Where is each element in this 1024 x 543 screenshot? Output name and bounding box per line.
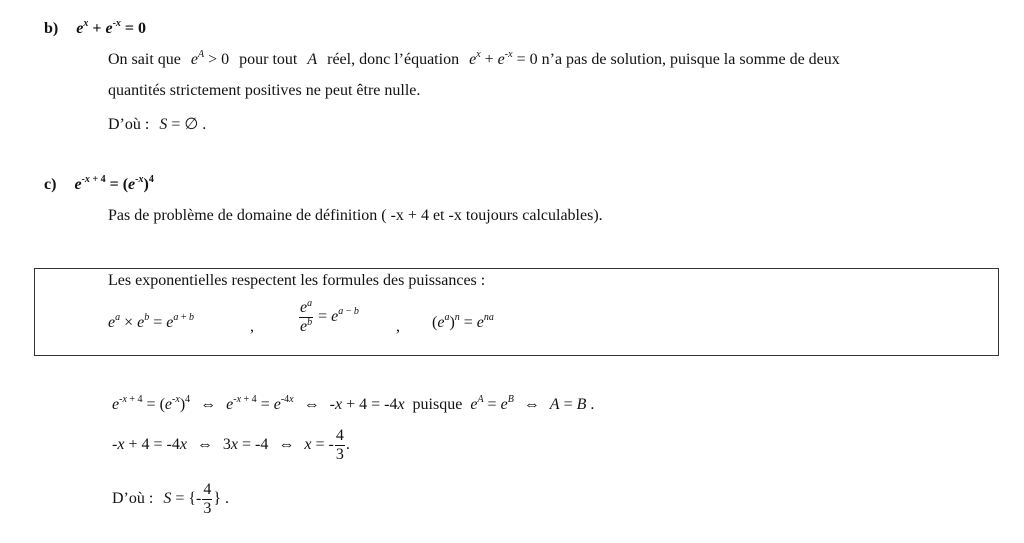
section-b-equation: $e^x + e^{-x} = 0$ — [76, 17, 147, 37]
conclusion-prefix: D’où : — [108, 116, 150, 133]
conclusion-math: S = ∅ . — [159, 116, 207, 133]
section-c-equation: $e^{-x + 4} = (e^{-x})^4$ — [74, 173, 154, 193]
section-c-heading — [44, 173, 154, 194]
formula-quotient: $\frac{e^a}{e^b}$ = $e^{a - b}$ — [300, 297, 359, 335]
formula-power: $(e^a)^n = e^{na}$ — [432, 311, 494, 331]
box-title: Les exponentielles respectent les formules des puissances : — [108, 272, 486, 289]
math-equation-inline: $e^x + e^{-x} = 0$ — [469, 48, 538, 68]
resolution-line-1: $e^{-x + 4} = (e^{-x})^4$ ⇔ $e^{-x + 4} = e^{-4x}$ ⇔ -x + 4 = -4x puisque $e^A = e^B$ ⇔ A = B . — [112, 393, 595, 413]
section-b-heading — [44, 17, 147, 38]
section-b-paragraph-line2: quantités strictement positives ne peut être nulle. — [108, 82, 421, 99]
text-pas-de-solution: n’a pas de solution, puisque la somme de deux — [541, 51, 840, 68]
math-eA-positive: $e^A > 0$ — [190, 48, 230, 68]
resolution-conclusion — [112, 482, 229, 517]
section-c-label: c) — [44, 176, 57, 193]
text-on-sait-que: On sait que — [108, 51, 181, 68]
formula-separator-2: , — [396, 318, 400, 335]
resolution-line-2: -x + 4 = -4x ⇔ 3x = -4 ⇔ x = - $\frac{4}{3}$ . — [112, 427, 350, 463]
text-pour-tout: pour tout — [239, 51, 298, 68]
section-b-paragraph-line1 — [108, 48, 840, 69]
math-A: A — [307, 51, 318, 68]
section-c-paragraph: Pas de problème de domaine de définition ( -x + 4 et -x toujours calculables). — [108, 207, 603, 224]
formula-product: $e^a \times e^b = e^{a + b}$ — [108, 311, 195, 331]
section-b-conclusion — [108, 114, 206, 134]
text-reel-donc: réel, donc l’équation — [327, 51, 460, 68]
formula-separator-1: , — [250, 318, 254, 335]
section-b-label: b) — [44, 20, 59, 37]
resolution-conclusion-math: S = {- $\frac{4}{3}$ } . — [163, 481, 230, 517]
resolution-conclusion-prefix: D’où : — [112, 490, 154, 508]
